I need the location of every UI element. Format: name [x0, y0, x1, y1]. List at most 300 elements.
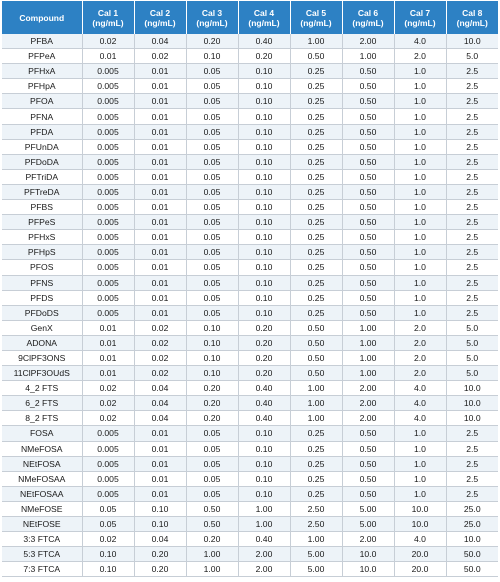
- concentration-cell: 0.005: [82, 230, 134, 245]
- concentration-cell: 0.25: [290, 79, 342, 94]
- concentration-cell: 1.0: [394, 471, 446, 486]
- compound-cell: 11ClPF3OUdS: [2, 366, 82, 381]
- concentration-cell: 0.005: [82, 486, 134, 501]
- concentration-cell: 0.25: [290, 426, 342, 441]
- concentration-cell: 0.25: [290, 184, 342, 199]
- concentration-cell: 0.20: [238, 49, 290, 64]
- concentration-cell: 0.10: [186, 320, 238, 335]
- concentration-cell: 2.5: [446, 275, 498, 290]
- concentration-cell: 0.05: [186, 64, 238, 79]
- concentration-cell: 0.25: [290, 305, 342, 320]
- concentration-cell: 5.00: [342, 501, 394, 516]
- concentration-cell: 0.10: [238, 124, 290, 139]
- concentration-cell: 0.005: [82, 124, 134, 139]
- concentration-cell: 0.25: [290, 260, 342, 275]
- concentration-cell: 4.0: [394, 532, 446, 547]
- concentration-cell: 1.00: [342, 335, 394, 350]
- concentration-cell: 2.5: [446, 200, 498, 215]
- concentration-cell: 10.0: [446, 396, 498, 411]
- concentration-cell: 0.50: [342, 426, 394, 441]
- concentration-cell: 1.0: [394, 139, 446, 154]
- concentration-cell: 0.02: [134, 366, 186, 381]
- concentration-cell: 0.50: [290, 320, 342, 335]
- table-row: [2, 290, 498, 305]
- table-row: [2, 350, 498, 365]
- concentration-cell: 0.25: [290, 154, 342, 169]
- concentration-cell: 0.05: [186, 124, 238, 139]
- concentration-cell: 2.0: [394, 320, 446, 335]
- concentration-cell: 0.05: [186, 94, 238, 109]
- table-row: [2, 200, 498, 215]
- table-row: [2, 260, 498, 275]
- concentration-cell: 0.04: [134, 381, 186, 396]
- concentration-cell: 0.25: [290, 124, 342, 139]
- concentration-cell: 0.10: [238, 471, 290, 486]
- concentration-cell: 0.005: [82, 426, 134, 441]
- concentration-cell: 1.0: [394, 200, 446, 215]
- concentration-cell: 1.0: [394, 169, 446, 184]
- compound-cell: PFNS: [2, 275, 82, 290]
- concentration-cell: 0.50: [290, 49, 342, 64]
- concentration-cell: 0.50: [342, 79, 394, 94]
- concentration-cell: 1.0: [394, 275, 446, 290]
- concentration-cell: 0.50: [342, 124, 394, 139]
- concentration-cell: 0.005: [82, 184, 134, 199]
- concentration-cell: 1.00: [342, 320, 394, 335]
- concentration-cell: 0.01: [134, 94, 186, 109]
- concentration-cell: 2.50: [290, 501, 342, 516]
- table-row: [2, 109, 498, 124]
- column-header-cal-1: [82, 1, 134, 34]
- concentration-cell: 0.10: [134, 501, 186, 516]
- column-header-unit: (ng/mL): [92, 17, 124, 28]
- concentration-cell: 0.25: [290, 471, 342, 486]
- table-row: [2, 49, 498, 64]
- concentration-cell: 0.10: [238, 184, 290, 199]
- concentration-cell: 0.01: [134, 305, 186, 320]
- concentration-cell: 0.50: [342, 230, 394, 245]
- concentration-cell: 1.00: [342, 350, 394, 365]
- concentration-cell: 0.01: [134, 200, 186, 215]
- concentration-cell: 0.50: [342, 275, 394, 290]
- concentration-cell: 5.00: [342, 517, 394, 532]
- concentration-cell: 0.01: [134, 154, 186, 169]
- compound-cell: PFPeS: [2, 215, 82, 230]
- concentration-cell: 0.50: [342, 471, 394, 486]
- concentration-cell: 1.0: [394, 426, 446, 441]
- compound-cell: FOSA: [2, 426, 82, 441]
- concentration-cell: 1.0: [394, 441, 446, 456]
- concentration-cell: 0.10: [82, 547, 134, 562]
- concentration-cell: 0.10: [238, 456, 290, 471]
- concentration-cell: 0.50: [290, 335, 342, 350]
- concentration-cell: 10.0: [394, 501, 446, 516]
- concentration-cell: 0.02: [82, 411, 134, 426]
- concentration-cell: 0.05: [186, 426, 238, 441]
- concentration-cell: 0.05: [186, 154, 238, 169]
- concentration-cell: 0.50: [342, 169, 394, 184]
- concentration-cell: 2.00: [342, 381, 394, 396]
- table-row: [2, 456, 498, 471]
- concentration-cell: 0.005: [82, 260, 134, 275]
- concentration-cell: 0.005: [82, 169, 134, 184]
- concentration-cell: 2.5: [446, 426, 498, 441]
- compound-cell: PFTreDA: [2, 184, 82, 199]
- concentration-cell: 2.5: [446, 305, 498, 320]
- concentration-cell: 50.0: [446, 547, 498, 562]
- table-row: [2, 411, 498, 426]
- concentration-cell: 0.005: [82, 275, 134, 290]
- concentration-cell: 0.05: [186, 471, 238, 486]
- table-row: [2, 547, 498, 562]
- concentration-cell: 0.02: [134, 350, 186, 365]
- table-row: [2, 396, 498, 411]
- concentration-cell: 1.0: [394, 305, 446, 320]
- concentration-cell: 0.20: [186, 381, 238, 396]
- concentration-cell: 1.0: [394, 456, 446, 471]
- compound-cell: PFHpS: [2, 245, 82, 260]
- concentration-cell: 0.20: [238, 335, 290, 350]
- column-header-cal-3: [186, 1, 238, 34]
- concentration-cell: 0.005: [82, 64, 134, 79]
- concentration-cell: 0.01: [82, 320, 134, 335]
- concentration-cell: 0.01: [134, 441, 186, 456]
- concentration-cell: 0.02: [134, 335, 186, 350]
- concentration-cell: 0.50: [342, 94, 394, 109]
- concentration-cell: 0.10: [238, 305, 290, 320]
- concentration-cell: 0.50: [342, 260, 394, 275]
- calibration-table: [2, 1, 498, 577]
- concentration-cell: 0.005: [82, 305, 134, 320]
- concentration-cell: 5.00: [290, 547, 342, 562]
- concentration-cell: 0.50: [342, 456, 394, 471]
- concentration-cell: 1.00: [238, 501, 290, 516]
- concentration-cell: 0.10: [238, 109, 290, 124]
- concentration-cell: 0.05: [82, 501, 134, 516]
- compound-cell: 4_2 FTS: [2, 381, 82, 396]
- concentration-cell: 0.10: [186, 350, 238, 365]
- column-header-label: Cal 3: [201, 7, 223, 18]
- concentration-cell: 0.20: [134, 547, 186, 562]
- concentration-cell: 0.50: [342, 486, 394, 501]
- concentration-cell: 0.04: [134, 532, 186, 547]
- concentration-cell: 1.00: [290, 34, 342, 49]
- concentration-cell: 2.5: [446, 260, 498, 275]
- concentration-cell: 0.05: [186, 275, 238, 290]
- concentration-cell: 2.5: [446, 154, 498, 169]
- concentration-cell: 10.0: [342, 547, 394, 562]
- column-header-cal-7: [394, 1, 446, 34]
- concentration-cell: 1.0: [394, 260, 446, 275]
- concentration-cell: 0.01: [134, 124, 186, 139]
- table-row: [2, 517, 498, 532]
- column-header-cal-5: [290, 1, 342, 34]
- concentration-cell: 1.00: [342, 49, 394, 64]
- concentration-cell: 0.10: [238, 64, 290, 79]
- compound-cell: PFDoDA: [2, 154, 82, 169]
- concentration-cell: 0.25: [290, 200, 342, 215]
- concentration-cell: 2.5: [446, 456, 498, 471]
- concentration-cell: 1.0: [394, 215, 446, 230]
- concentration-cell: 0.25: [290, 456, 342, 471]
- compound-cell: NMeFOSAA: [2, 471, 82, 486]
- concentration-cell: 0.01: [82, 49, 134, 64]
- concentration-cell: 0.40: [238, 34, 290, 49]
- concentration-cell: 0.20: [186, 411, 238, 426]
- concentration-cell: 5.0: [446, 320, 498, 335]
- table-body: [2, 34, 498, 577]
- concentration-cell: 2.50: [290, 517, 342, 532]
- concentration-cell: 5.0: [446, 366, 498, 381]
- column-header-unit: (ng/mL): [352, 17, 384, 28]
- concentration-cell: 0.50: [342, 200, 394, 215]
- table-row: [2, 486, 498, 501]
- concentration-cell: 0.10: [238, 215, 290, 230]
- concentration-cell: 0.005: [82, 79, 134, 94]
- compound-cell: PFBA: [2, 34, 82, 49]
- concentration-cell: 0.40: [238, 396, 290, 411]
- concentration-cell: 0.10: [238, 169, 290, 184]
- concentration-cell: 2.0: [394, 350, 446, 365]
- table-row: [2, 441, 498, 456]
- concentration-cell: 0.50: [342, 215, 394, 230]
- table-row: [2, 471, 498, 486]
- concentration-cell: 0.01: [134, 260, 186, 275]
- concentration-cell: 0.10: [238, 486, 290, 501]
- concentration-cell: 2.5: [446, 124, 498, 139]
- concentration-cell: 0.10: [186, 49, 238, 64]
- concentration-cell: 0.005: [82, 109, 134, 124]
- concentration-cell: 2.5: [446, 290, 498, 305]
- concentration-cell: 2.5: [446, 441, 498, 456]
- concentration-cell: 0.05: [186, 169, 238, 184]
- compound-cell: PFOS: [2, 260, 82, 275]
- concentration-cell: 2.5: [446, 230, 498, 245]
- concentration-cell: 0.10: [238, 426, 290, 441]
- compound-cell: PFTriDA: [2, 169, 82, 184]
- concentration-cell: 5.0: [446, 350, 498, 365]
- concentration-cell: 2.0: [394, 49, 446, 64]
- compound-cell: PFUnDA: [2, 139, 82, 154]
- column-header-label: Cal 5: [305, 7, 327, 18]
- concentration-cell: 0.10: [238, 260, 290, 275]
- table-row: [2, 94, 498, 109]
- compound-cell: 5:3 FTCA: [2, 547, 82, 562]
- concentration-cell: 0.05: [186, 215, 238, 230]
- concentration-cell: 4.0: [394, 381, 446, 396]
- table-row: [2, 305, 498, 320]
- concentration-cell: 0.50: [342, 64, 394, 79]
- concentration-cell: 0.05: [186, 260, 238, 275]
- column-header-label: Compound: [19, 12, 65, 23]
- column-header-label: Cal 8: [462, 7, 483, 18]
- concentration-cell: 0.01: [82, 366, 134, 381]
- concentration-cell: 0.01: [82, 335, 134, 350]
- compound-cell: PFHxA: [2, 64, 82, 79]
- concentration-cell: 0.40: [238, 411, 290, 426]
- column-header-unit: (ng/mL): [144, 17, 176, 28]
- column-header-unit: (ng/mL): [404, 17, 436, 28]
- concentration-cell: 0.20: [238, 366, 290, 381]
- concentration-cell: 2.00: [342, 34, 394, 49]
- concentration-cell: 0.10: [238, 290, 290, 305]
- concentration-cell: 0.01: [134, 426, 186, 441]
- concentration-cell: 1.00: [290, 532, 342, 547]
- concentration-cell: 10.0: [446, 411, 498, 426]
- table-row: [2, 366, 498, 381]
- compound-cell: PFOA: [2, 94, 82, 109]
- concentration-cell: 0.10: [238, 154, 290, 169]
- concentration-cell: 20.0: [394, 562, 446, 577]
- compound-cell: PFDA: [2, 124, 82, 139]
- concentration-cell: 0.50: [342, 305, 394, 320]
- concentration-cell: 4.0: [394, 34, 446, 49]
- concentration-cell: 10.0: [446, 381, 498, 396]
- concentration-cell: 0.10: [238, 79, 290, 94]
- column-header-compound: [2, 1, 82, 34]
- concentration-cell: 0.25: [290, 245, 342, 260]
- concentration-cell: 0.01: [134, 169, 186, 184]
- table-row: [2, 381, 498, 396]
- concentration-cell: 1.00: [342, 366, 394, 381]
- concentration-cell: 0.01: [134, 215, 186, 230]
- concentration-cell: 0.02: [134, 320, 186, 335]
- concentration-cell: 2.5: [446, 79, 498, 94]
- concentration-cell: 0.10: [238, 230, 290, 245]
- table-row: [2, 184, 498, 199]
- compound-cell: PFBS: [2, 200, 82, 215]
- concentration-cell: 0.20: [238, 320, 290, 335]
- column-header-unit: (ng/mL): [196, 17, 228, 28]
- concentration-cell: 0.50: [290, 366, 342, 381]
- concentration-cell: 0.20: [186, 34, 238, 49]
- concentration-cell: 10.0: [342, 562, 394, 577]
- concentration-cell: 2.00: [342, 396, 394, 411]
- table-row: [2, 169, 498, 184]
- concentration-cell: 0.50: [342, 245, 394, 260]
- concentration-cell: 1.0: [394, 486, 446, 501]
- compound-cell: NMeFOSE: [2, 501, 82, 516]
- table-row: [2, 532, 498, 547]
- concentration-cell: 1.0: [394, 230, 446, 245]
- concentration-cell: 0.10: [238, 139, 290, 154]
- concentration-cell: 1.00: [186, 547, 238, 562]
- concentration-cell: 2.00: [342, 411, 394, 426]
- concentration-cell: 0.04: [134, 396, 186, 411]
- concentration-cell: 0.005: [82, 471, 134, 486]
- concentration-cell: 2.5: [446, 109, 498, 124]
- column-header-label: Cal 7: [409, 7, 431, 18]
- concentration-cell: 0.01: [134, 139, 186, 154]
- concentration-cell: 0.005: [82, 154, 134, 169]
- concentration-cell: 0.04: [134, 411, 186, 426]
- concentration-cell: 0.005: [82, 215, 134, 230]
- table-row: [2, 501, 498, 516]
- concentration-cell: 0.02: [82, 34, 134, 49]
- concentration-cell: 0.20: [238, 350, 290, 365]
- table-row: [2, 64, 498, 79]
- compound-cell: GenX: [2, 320, 82, 335]
- concentration-cell: 0.10: [238, 245, 290, 260]
- concentration-cell: 0.01: [134, 456, 186, 471]
- concentration-cell: 0.10: [238, 441, 290, 456]
- concentration-cell: 1.0: [394, 109, 446, 124]
- concentration-cell: 0.40: [238, 532, 290, 547]
- concentration-cell: 0.02: [82, 532, 134, 547]
- concentration-cell: 0.005: [82, 290, 134, 305]
- concentration-cell: 0.005: [82, 441, 134, 456]
- concentration-cell: 1.00: [290, 396, 342, 411]
- compound-cell: NEtFOSE: [2, 517, 82, 532]
- concentration-cell: 1.0: [394, 94, 446, 109]
- table-row: [2, 230, 498, 245]
- concentration-cell: 1.00: [186, 562, 238, 577]
- concentration-cell: 20.0: [394, 547, 446, 562]
- concentration-cell: 0.005: [82, 200, 134, 215]
- column-header-unit: (ng/mL): [248, 17, 280, 28]
- concentration-cell: 2.5: [446, 486, 498, 501]
- concentration-cell: 0.50: [342, 290, 394, 305]
- column-header-label: Cal 4: [253, 7, 275, 18]
- column-header-cal-8: [446, 1, 498, 34]
- column-header-unit: (ng/mL): [456, 17, 488, 28]
- concentration-cell: 1.0: [394, 290, 446, 305]
- header-row: [2, 1, 498, 34]
- table-row: [2, 154, 498, 169]
- concentration-cell: 0.05: [186, 305, 238, 320]
- compound-cell: ADONA: [2, 335, 82, 350]
- concentration-cell: 1.0: [394, 245, 446, 260]
- concentration-cell: 2.00: [342, 532, 394, 547]
- compound-cell: PFDS: [2, 290, 82, 305]
- concentration-cell: 25.0: [446, 517, 498, 532]
- compound-cell: NEtFOSA: [2, 456, 82, 471]
- column-header-label: Cal 6: [357, 7, 379, 18]
- concentration-cell: 0.20: [186, 396, 238, 411]
- concentration-cell: 0.02: [82, 381, 134, 396]
- concentration-cell: 0.50: [342, 154, 394, 169]
- concentration-cell: 0.01: [134, 230, 186, 245]
- concentration-cell: 1.00: [290, 381, 342, 396]
- column-header-cal-2: [134, 1, 186, 34]
- concentration-cell: 0.01: [134, 64, 186, 79]
- concentration-cell: 2.5: [446, 94, 498, 109]
- concentration-cell: 0.25: [290, 275, 342, 290]
- column-header-label: Cal 2: [149, 7, 171, 18]
- compound-cell: PFNA: [2, 109, 82, 124]
- concentration-cell: 0.25: [290, 230, 342, 245]
- concentration-cell: 0.02: [82, 396, 134, 411]
- table-row: [2, 320, 498, 335]
- concentration-cell: 0.05: [186, 230, 238, 245]
- concentration-cell: 0.10: [134, 517, 186, 532]
- concentration-cell: 0.01: [134, 245, 186, 260]
- concentration-cell: 50.0: [446, 562, 498, 577]
- concentration-cell: 5.0: [446, 49, 498, 64]
- table-row: [2, 245, 498, 260]
- concentration-cell: 0.005: [82, 139, 134, 154]
- compound-cell: NEtFOSAA: [2, 486, 82, 501]
- concentration-cell: 2.5: [446, 64, 498, 79]
- concentration-cell: 1.0: [394, 154, 446, 169]
- concentration-cell: 0.10: [186, 366, 238, 381]
- concentration-cell: 0.02: [134, 49, 186, 64]
- calibration-table-container: [2, 1, 498, 577]
- concentration-cell: 0.01: [134, 79, 186, 94]
- concentration-cell: 0.05: [186, 290, 238, 305]
- concentration-cell: 5.00: [290, 562, 342, 577]
- concentration-cell: 0.005: [82, 94, 134, 109]
